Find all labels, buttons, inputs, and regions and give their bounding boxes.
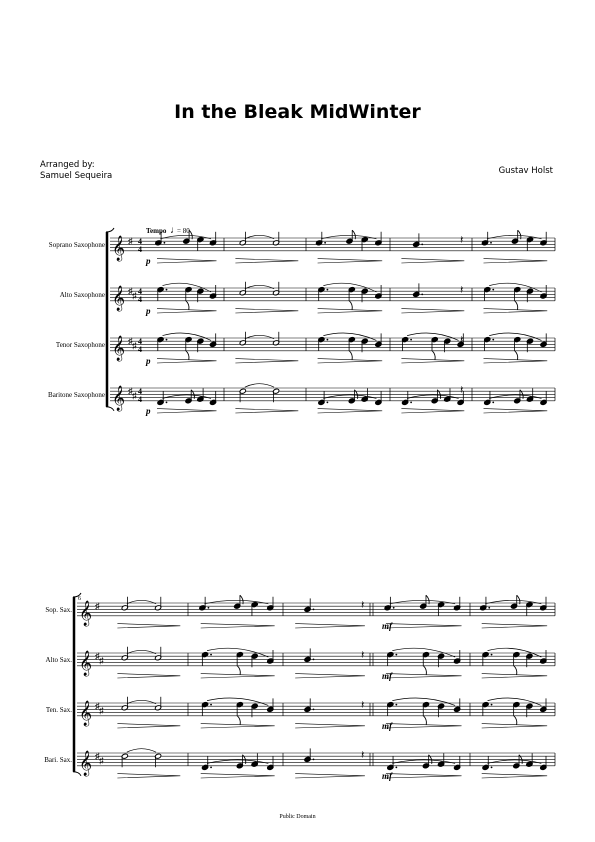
decrescendo-hairpin <box>157 259 217 263</box>
decrescendo-hairpin <box>117 624 180 628</box>
augmentation-dot <box>491 704 493 706</box>
instrument-label: Soprano Saxophone <box>48 240 105 249</box>
augmentation-dot <box>210 704 212 706</box>
note-flag <box>423 716 426 725</box>
time-signature-denominator: 4 <box>138 344 142 354</box>
decrescendo-hairpin <box>295 624 365 628</box>
augmentation-dot <box>492 402 494 404</box>
decrescendo-hairpin <box>482 674 547 678</box>
staff <box>49 230 555 266</box>
tempo-label: Tempo <box>146 227 167 235</box>
sharp-icon: ♯ <box>132 340 137 351</box>
augmentation-dot <box>166 289 168 291</box>
instrument-label: Alto Saxophone <box>59 290 105 299</box>
decrescendo-hairpin <box>235 309 298 313</box>
decrescendo-hairpin <box>386 624 462 628</box>
decrescendo-hairpin <box>295 674 365 678</box>
decrescendo-hairpin <box>401 359 464 363</box>
quarter-rest-icon: 𝄽 <box>361 749 365 762</box>
note-flag <box>514 716 517 725</box>
augmentation-dot <box>166 402 168 404</box>
tempo-value: = 80 <box>177 227 190 235</box>
quarter-rest-icon: 𝄽 <box>361 699 365 712</box>
augmentation-dot <box>210 767 212 769</box>
sharp-icon: ♯ <box>132 290 137 301</box>
augmentation-dot <box>492 289 494 291</box>
staff <box>44 748 555 780</box>
sharp-icon: ♯ <box>128 336 133 347</box>
augmentation-dot <box>327 402 329 404</box>
sharp-icon: ♯ <box>132 390 137 401</box>
slur <box>127 749 156 753</box>
time-signature-denominator: 4 <box>138 294 142 304</box>
dynamic-marking: p <box>146 255 151 266</box>
quarter-rest-icon: 𝄽 <box>361 599 365 612</box>
quarter-rest-icon: 𝄽 <box>460 234 464 247</box>
note-flag <box>423 666 426 675</box>
decrescendo-hairpin <box>157 409 217 413</box>
augmentation-dot <box>324 242 326 244</box>
staff <box>56 332 555 366</box>
instrument-label: Ten. Sax. <box>45 705 72 714</box>
augmentation-dot <box>313 709 315 711</box>
note-flag <box>515 351 518 360</box>
treble-clef-icon: 𝄞 <box>79 699 93 725</box>
instrument-label: Baritone Saxophone <box>48 390 105 399</box>
staff <box>45 595 555 631</box>
augmentation-dot <box>490 242 492 244</box>
sharp-icon: ♯ <box>95 651 100 662</box>
staff <box>48 384 555 416</box>
treble-clef-icon: 𝄞 <box>112 234 126 260</box>
time-signature-numerator: 4 <box>138 336 142 346</box>
dynamic-marking: mf <box>382 670 392 681</box>
time-signature-denominator: 4 <box>138 244 142 254</box>
augmentation-dot <box>166 339 168 341</box>
tempo-marking <box>146 225 190 236</box>
augmentation-dot <box>421 244 423 246</box>
dynamic-marking: mf <box>382 620 392 631</box>
augmentation-dot <box>208 607 210 609</box>
decrescendo-hairpin <box>157 359 217 363</box>
treble-clef-icon: 𝄞 <box>112 334 126 360</box>
treble-clef-icon: 𝄞 <box>79 649 93 675</box>
score-title: In the Bleak MidWinter <box>174 101 421 123</box>
measure-number: 6 <box>78 596 81 602</box>
quarter-rest-icon: 𝄽 <box>460 284 464 297</box>
dynamic-marking: p <box>146 355 151 366</box>
decrescendo-hairpin <box>482 624 547 628</box>
decrescendo-hairpin <box>201 624 275 628</box>
sharp-icon: ♯ <box>95 751 100 762</box>
instrument-label: Bari. Sax. <box>44 755 72 764</box>
decrescendo-hairpin <box>318 309 383 313</box>
decrescendo-hairpin <box>401 309 464 313</box>
staff <box>46 697 555 731</box>
time-signature-numerator: 4 <box>138 386 142 396</box>
note-flag <box>186 351 189 360</box>
composer-credit: Gustav Holst <box>498 166 553 176</box>
decrescendo-hairpin <box>117 724 180 728</box>
time-signature-denominator: 4 <box>138 394 142 404</box>
sharp-icon: ♯ <box>128 286 133 297</box>
dynamic-marking: mf <box>382 770 392 781</box>
decrescendo-hairpin <box>318 409 383 413</box>
decrescendo-hairpin <box>401 409 464 413</box>
treble-clef-icon: 𝄞 <box>112 284 126 310</box>
augmentation-dot <box>491 654 493 656</box>
sharp-icon: ♯ <box>99 705 104 716</box>
treble-clef-icon: 𝄞 <box>112 384 126 410</box>
augmentation-dot <box>313 609 315 611</box>
quarter-rest-icon: 𝄽 <box>361 649 365 662</box>
decrescendo-hairpin <box>482 724 547 728</box>
augmentation-dot <box>395 767 397 769</box>
note-flag <box>432 351 435 360</box>
treble-clef-icon: 𝄞 <box>79 599 93 625</box>
dynamic-marking: p <box>146 405 151 416</box>
decrescendo-hairpin <box>295 724 365 728</box>
note-flag <box>237 716 240 725</box>
sharp-icon: ♯ <box>99 655 104 666</box>
augmentation-dot <box>313 759 315 761</box>
augmentation-dot <box>313 659 315 661</box>
note-flag <box>515 301 518 310</box>
decrescendo-hairpin <box>235 359 298 363</box>
augmentation-dot <box>410 339 412 341</box>
augmentation-dot <box>488 607 490 609</box>
note-flag <box>186 301 189 310</box>
decrescendo-hairpin <box>201 724 275 728</box>
dynamic-marking: mf <box>382 720 392 731</box>
slur <box>245 384 274 388</box>
quarter-note-icon: ♩ <box>170 225 180 236</box>
arranger-label: Arranged by: <box>40 160 95 170</box>
treble-clef-icon: 𝄞 <box>79 749 93 775</box>
augmentation-dot <box>421 294 423 296</box>
augmentation-dot <box>492 339 494 341</box>
sharp-icon: ♯ <box>95 701 100 712</box>
note-flag <box>514 666 517 675</box>
decrescendo-hairpin <box>386 774 462 778</box>
augmentation-dot <box>393 607 395 609</box>
decrescendo-hairpin <box>295 774 365 778</box>
decrescendo-hairpin <box>482 774 547 778</box>
instrument-label: Sop. Sax. <box>45 605 72 614</box>
decrescendo-hairpin <box>117 674 180 678</box>
decrescendo-hairpin <box>201 674 275 678</box>
staff-system <box>48 228 555 416</box>
decrescendo-hairpin <box>201 774 275 778</box>
sharp-icon: ♯ <box>128 386 133 397</box>
note-flag <box>349 351 352 360</box>
arranger-name: Samuel Sequeira <box>40 171 113 181</box>
sharp-icon: ♯ <box>128 236 133 247</box>
instrument-label: Alto Sax. <box>45 655 72 664</box>
bracket-hook <box>106 228 114 232</box>
decrescendo-hairpin <box>235 409 298 413</box>
time-signature-numerator: 4 <box>138 286 142 296</box>
augmentation-dot <box>210 654 212 656</box>
sharp-icon: ♯ <box>95 601 100 612</box>
augmentation-dot <box>410 402 412 404</box>
staff-system <box>44 593 555 781</box>
augmentation-dot <box>491 767 493 769</box>
decrescendo-hairpin <box>318 359 383 363</box>
decrescendo-hairpin <box>484 309 548 313</box>
time-signature-numerator: 4 <box>138 236 142 246</box>
decrescendo-hairpin <box>484 359 548 363</box>
augmentation-dot <box>327 339 329 341</box>
augmentation-dot <box>327 289 329 291</box>
sharp-icon: ♯ <box>99 755 104 766</box>
dynamic-marking: p <box>146 305 151 316</box>
instrument-label: Tenor Saxophone <box>55 340 105 349</box>
augmentation-dot <box>395 704 397 706</box>
decrescendo-hairpin <box>157 309 217 313</box>
decrescendo-hairpin <box>484 259 548 263</box>
note-flag <box>237 666 240 675</box>
decrescendo-hairpin <box>386 674 462 678</box>
decrescendo-hairpin <box>117 774 180 778</box>
decrescendo-hairpin <box>401 259 464 263</box>
quarter-rest-icon: 𝄽 <box>460 334 464 347</box>
decrescendo-hairpin <box>318 259 383 263</box>
note-flag <box>349 301 352 310</box>
footer-license: Public Domain <box>279 814 316 820</box>
decrescendo-hairpin <box>386 724 462 728</box>
augmentation-dot <box>164 242 166 244</box>
decrescendo-hairpin <box>235 259 298 263</box>
staff <box>46 647 555 681</box>
decrescendo-hairpin <box>484 409 548 413</box>
staff <box>60 282 555 316</box>
augmentation-dot <box>395 654 397 656</box>
quarter-rest-icon: 𝄽 <box>460 384 464 397</box>
